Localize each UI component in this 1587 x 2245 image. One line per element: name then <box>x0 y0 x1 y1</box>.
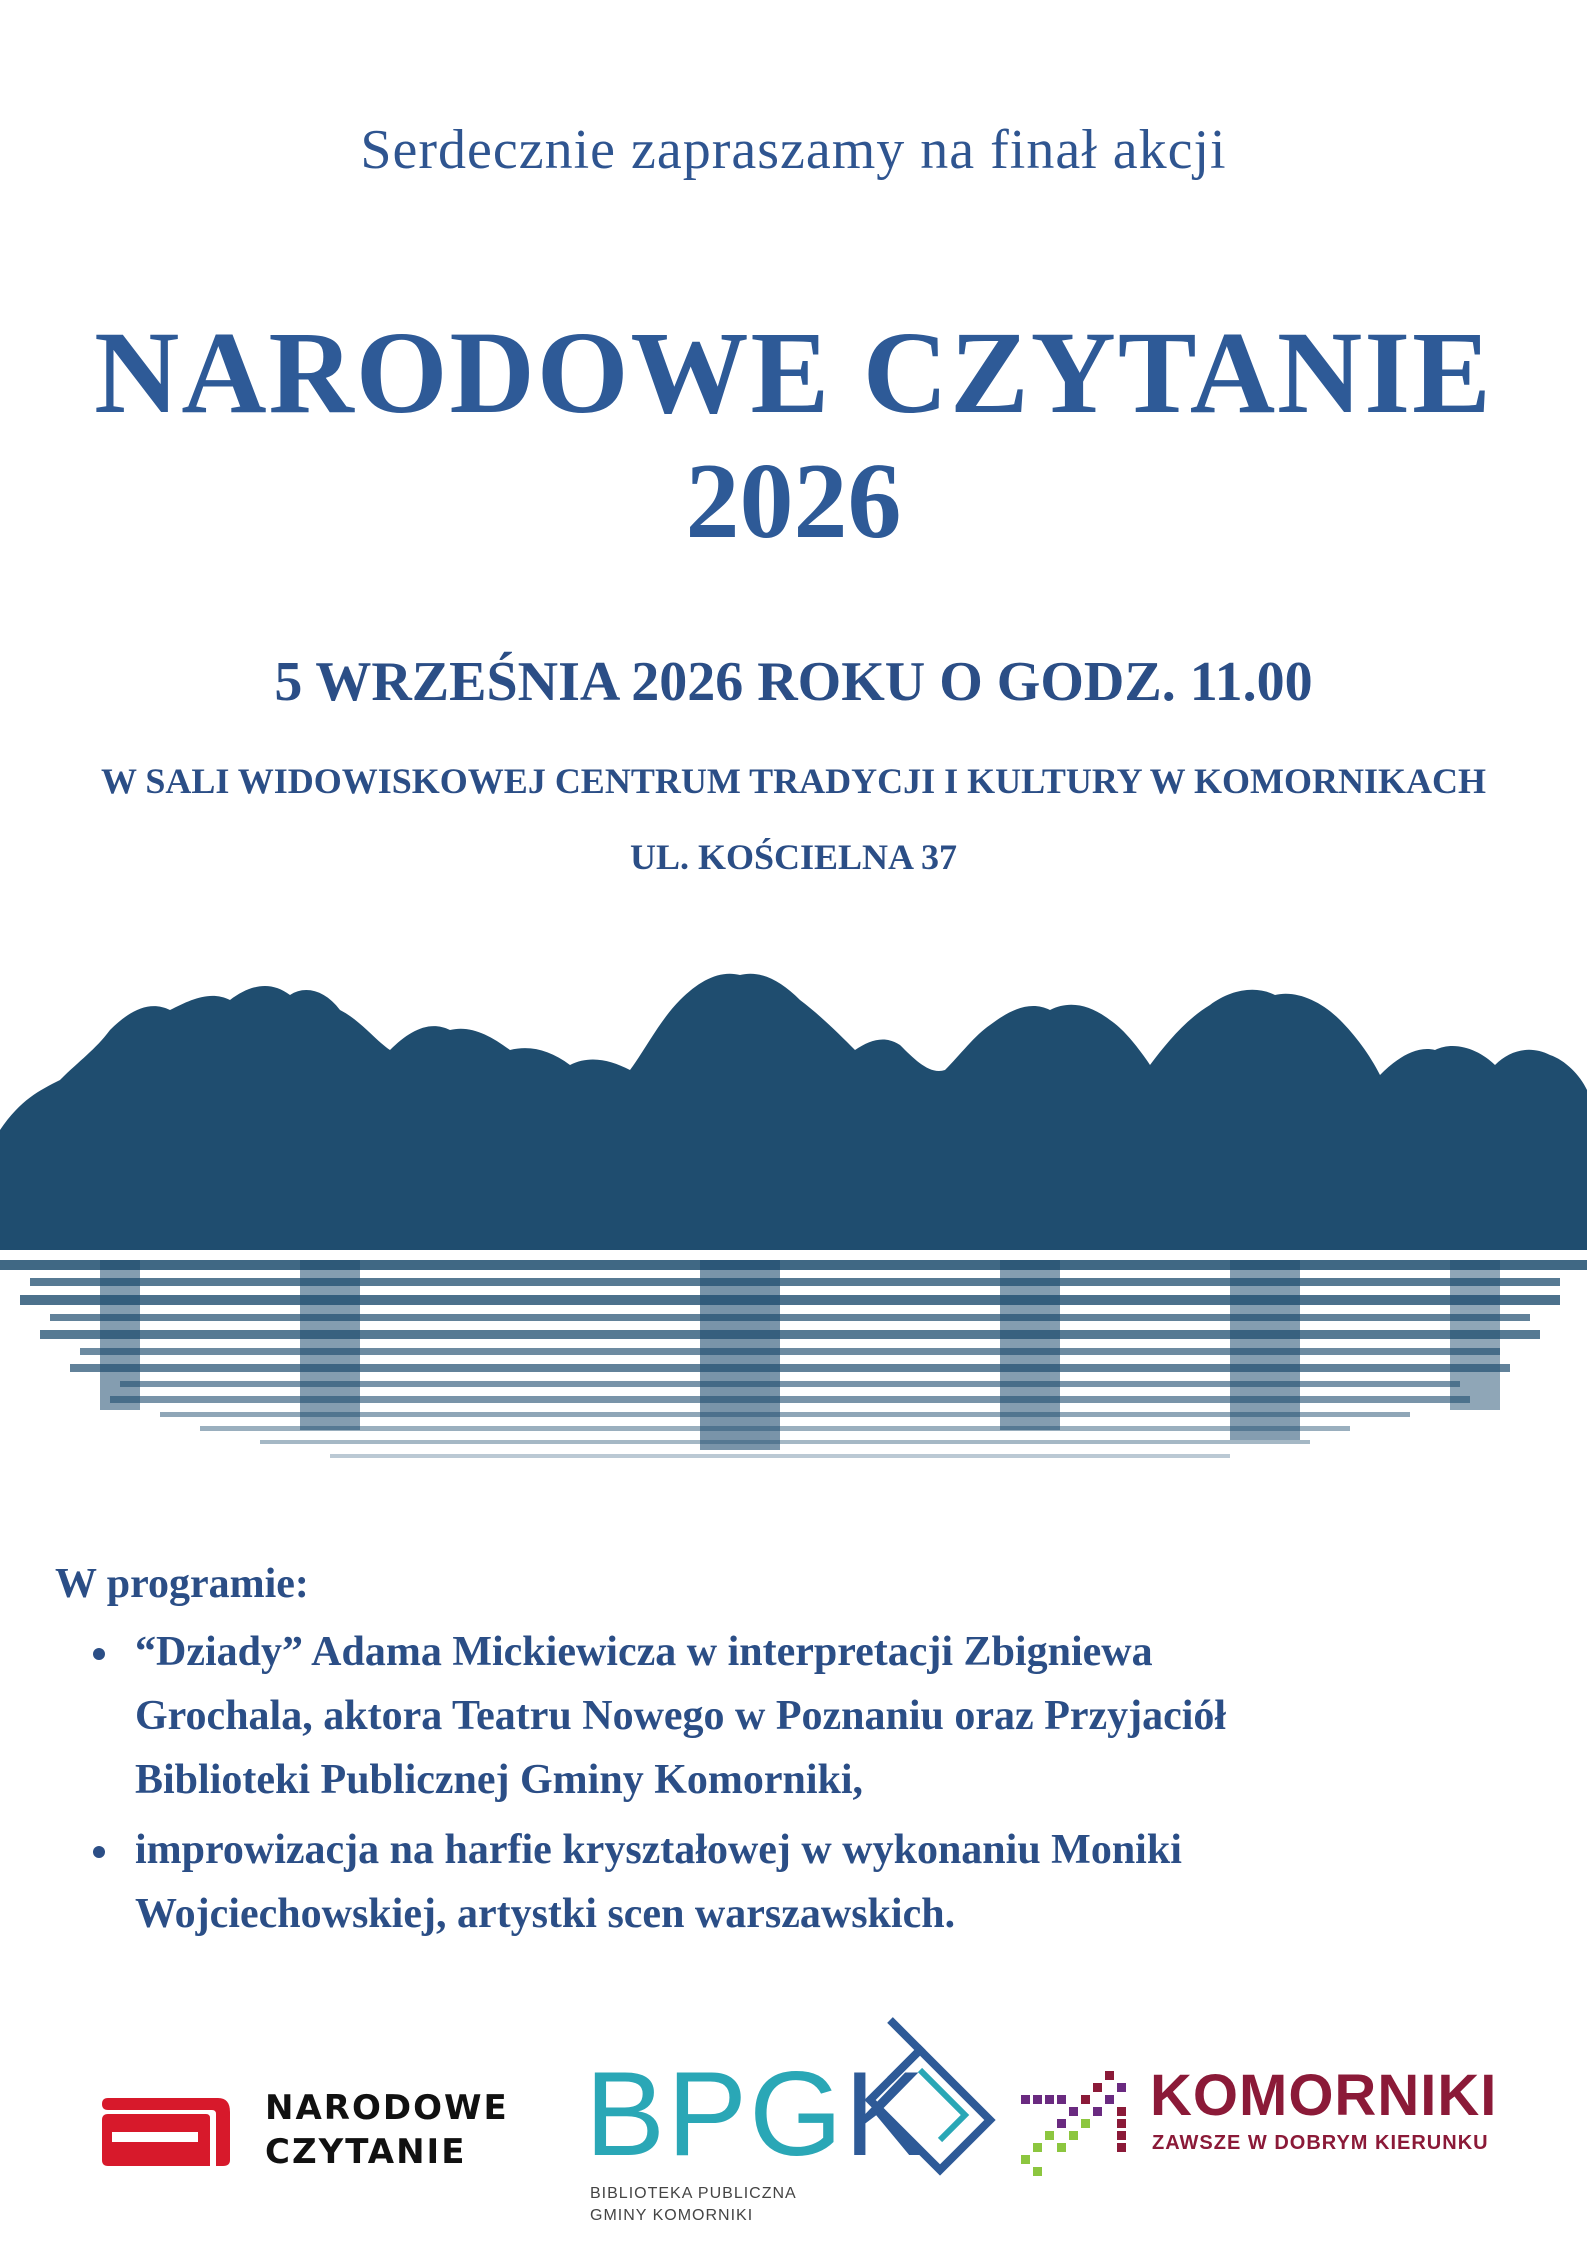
program-item-line: Biblioteki Publicznej Gminy Komorniki, <box>135 1757 864 1803</box>
bpgk-book-icon <box>830 2010 1000 2190</box>
narodowe-czytanie-book-icon <box>98 2090 233 2170</box>
bpgk-subtitle-line1: BIBLIOTEKA PUBLICZNA <box>590 2185 797 2202</box>
program-heading: W programie: <box>55 1561 309 1607</box>
program-item-line: improwizacja na harfie kryształowej w wykonaniu Moniki <box>135 1827 1182 1873</box>
bullet-icon <box>93 1648 105 1660</box>
bullet-icon <box>93 1846 105 1858</box>
event-title: NARODOWE CZYTANIE <box>94 307 1493 438</box>
lake-trees-illustration <box>0 940 1587 1500</box>
intro-text: Serdecznie zapraszamy na finał akcji <box>360 119 1227 181</box>
komorniki-slogan: ZAWSZE W DOBRYM KIERUNKU <box>1152 2132 1489 2154</box>
bpgk-logo-text: BPGK <box>585 2047 927 2181</box>
program-item-line: Wojciechowskiej, artystki scen warszawskich. <box>135 1891 956 1937</box>
komorniki-logo-text: KOMORNIKI <box>1150 2063 1498 2128</box>
sponsor-logos <box>0 2000 1587 2245</box>
narodowe-czytanie-line1: NARODOWE <box>265 2088 509 2128</box>
program-list <box>55 1620 1535 1946</box>
bpgk-subtitle-line2: GMINY KOMORNIKI <box>590 2207 754 2224</box>
narodowe-czytanie-line2: CZYTANIE <box>265 2132 467 2172</box>
event-date: 5 WRZEŚNIA 2026 ROKU O GODZ. 11.00 <box>274 651 1313 713</box>
event-venue: W SALI WIDOWISKOWEJ CENTRUM TRADYCJI I KULTURY W KOMORNIKACH <box>101 761 1486 801</box>
program-item <box>135 1620 1535 1812</box>
program-item <box>135 1818 1535 1946</box>
event-year: 2026 <box>685 442 902 561</box>
komorniki-arrow-icon <box>1015 2065 1135 2185</box>
program-section <box>55 1560 1535 1952</box>
program-item-line: Grochala, aktora Teatru Nowego w Poznaniu oraz Przyjaciół <box>135 1693 1227 1739</box>
event-address: UL. KOŚCIELNA 37 <box>629 837 958 877</box>
program-item-line: “Dziady” Adama Mickiewicza w interpretacji Zbigniewa <box>135 1629 1153 1675</box>
